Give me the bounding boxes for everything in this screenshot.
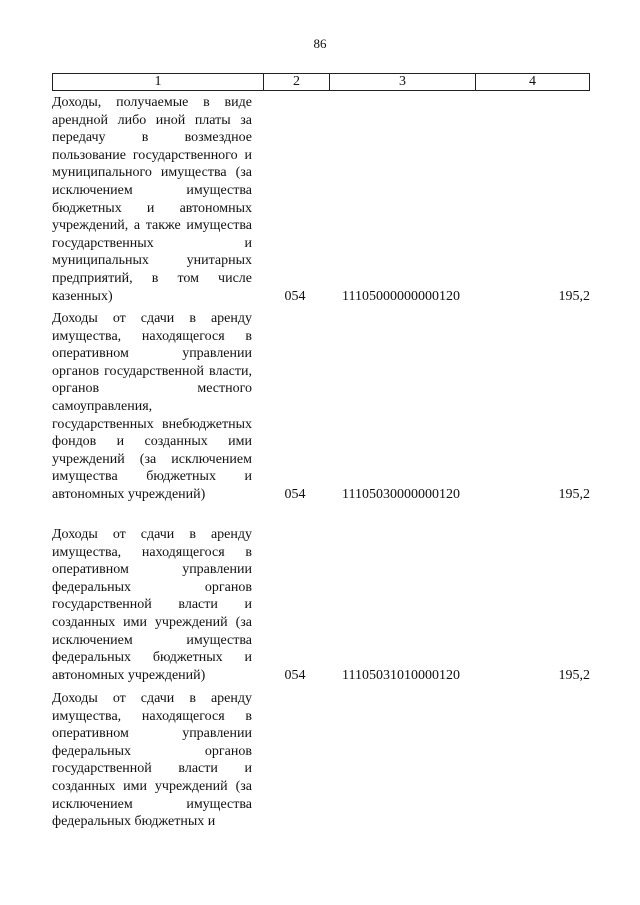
row-kbk: 11105030000000120 <box>342 486 460 502</box>
table-row <box>52 310 590 504</box>
row-kbk: 11105031010000120 <box>342 667 460 683</box>
row-description: Доходы от сдачи в аренду имущества, находящегося в оперативном управлении органов государственной власти, органов местного самоуправления, государственных внебюджетных фондов и созданных ими учреждений (за исключением имущества бюджетных и автономных учреждений) <box>52 311 252 502</box>
row-code: 054 <box>284 486 306 502</box>
row-description: Доходы, получаемые в виде арендной либо иной платы за передачу в возмездное пользование государственного и муниципального имущества (за исключением имущества бюджетных и автономных учреждений, а также имущества государственных и муниципальных унитарных предприятий, в том числе казенных) <box>52 95 252 304</box>
row-code: 054 <box>284 288 306 304</box>
row-amount: 195,2 <box>558 288 590 304</box>
column-header-2: 2 <box>263 74 329 90</box>
table-row <box>52 526 590 684</box>
table-header-row <box>52 73 590 91</box>
page-number: 86 <box>313 36 327 51</box>
column-header-3: 3 <box>329 74 475 90</box>
row-kbk: 11105000000000120 <box>342 288 460 304</box>
row-amount: 195,2 <box>558 486 590 502</box>
row-amount: 195,2 <box>558 667 590 683</box>
column-header-4: 4 <box>475 74 589 90</box>
row-code: 054 <box>284 667 306 683</box>
table-row <box>52 690 590 831</box>
row-description: Доходы от сдачи в аренду имущества, находящегося в оперативном управлении федеральных органов государственной власти и созданных ими учреждений (за исключением имущества федеральных бюджетных и <box>52 691 252 830</box>
column-header-1: 1 <box>154 74 162 89</box>
row-description: Доходы от сдачи в аренду имущества, находящегося в оперативном управлении федеральных органов государственной власти и созданных ими учреждений (за исключением имущества федеральных бюджетных и автономных учреждений) <box>52 527 252 683</box>
table-row <box>52 94 590 305</box>
